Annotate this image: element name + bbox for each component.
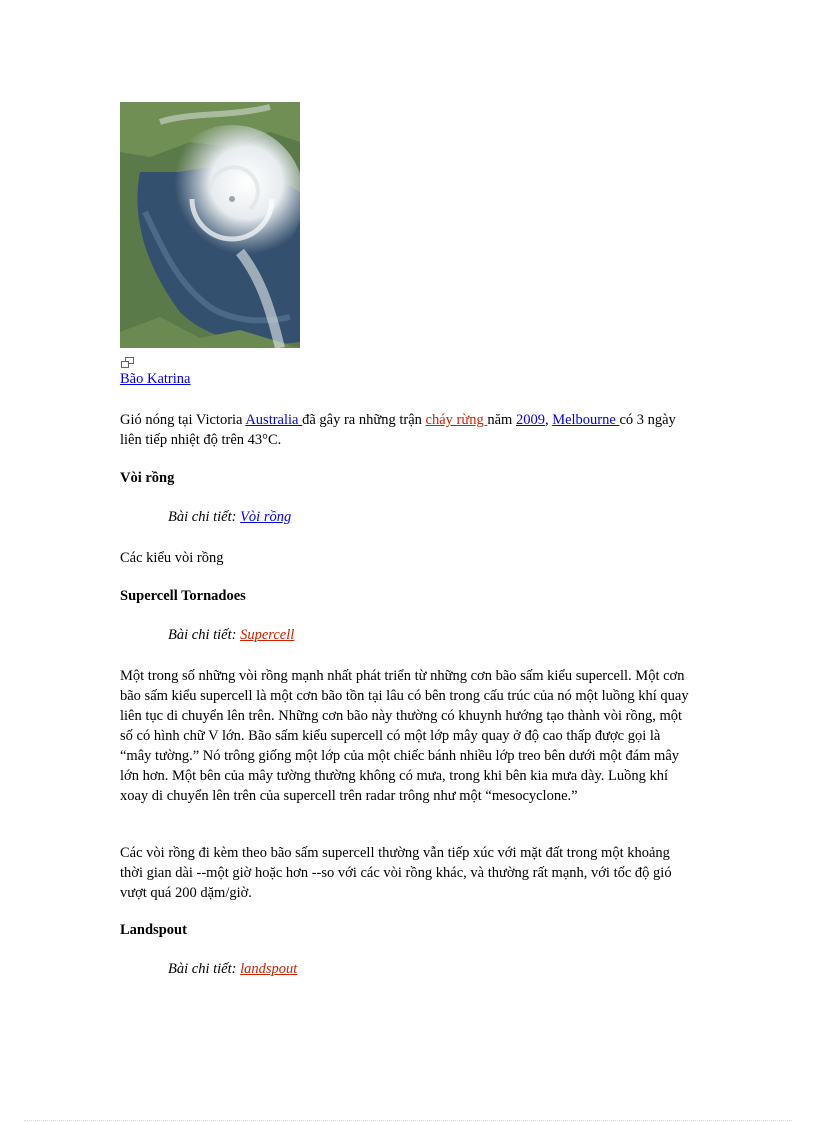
landspout-detail-link[interactable]: landspout xyxy=(240,961,298,977)
supercell-detail-link[interactable]: Supercell xyxy=(240,627,295,643)
victoria-paragraph: Gió nóng tại Victoria Australia đã gây ra những trận cháy rừng năm 2009, Melbourne có 3 ngày liên tiếp nhiệt độ trên 43°C. xyxy=(120,412,676,448)
image-caption-link[interactable]: Bão Katrina xyxy=(120,371,191,387)
heading-landspout: Landspout xyxy=(120,922,187,938)
melbourne-link[interactable]: Melbourne xyxy=(552,412,620,428)
detail-voi-rong: Bài chi tiết: Vòi rồng xyxy=(168,509,292,525)
heading-voi-rong: Vòi rồng xyxy=(120,470,175,486)
satellite-image-graphic xyxy=(120,102,300,348)
heading-supercell-tornadoes: Supercell Tornadoes xyxy=(120,588,246,604)
chay-rung-link[interactable]: cháy rừng xyxy=(425,412,488,428)
voi-rong-detail-link[interactable]: Vòi rồng xyxy=(240,509,292,525)
page-bottom-divider xyxy=(24,1120,792,1121)
supercell-paragraph-2: Các vòi rồng đi kèm theo bão sấm supercell thường vẫn tiếp xúc với mặt đất trong một khoảng thời gian dài --một giờ hoặc hơn --so với các vòi rồng khác, và thường rất mạnh, với tốc độ gió vượt quá 200 dặm/giờ. xyxy=(120,845,672,901)
hurricane-katrina-image[interactable] xyxy=(120,102,300,348)
enlarge-icon[interactable] xyxy=(121,357,134,368)
detail-landspout: Bài chi tiết: landspout xyxy=(168,961,298,977)
cac-kieu-voi-rong-text: Các kiểu vòi rồng xyxy=(120,550,224,566)
year-2009-link[interactable]: 2009 xyxy=(515,412,545,428)
detail-supercell: Bài chi tiết: Supercell xyxy=(168,627,295,643)
supercell-paragraph-1: Một trong số những vòi rồng mạnh nhất phát triển từ những cơn bão sấm kiểu supercell. Một cơn bão sấm kiểu supercell là một cơn bão tồn tại lâu có bên trong cấu trúc của nó một luồng khí quay liên tục di chuyển lên trên. Những cơn bão này thường có khuynh hướng tạo thành vòi rồng, một số có hình chữ V lớn. Bão sấm kiểu supercell có một lớp mây quay ở độ cao thấp được gọi là “mây tường.” Nó trông giống một lớp của một chiếc bánh nhiều lớp treo bên dưới một đám mây lớn hơn. Một bên của mây tường thường không có mưa, trong khi bên kia mưa dày. Luồng khí xoay di chuyển lên trên của supercell trên radar trông như một “mesocyclone.” xyxy=(120,668,689,804)
australia-link[interactable]: Australia xyxy=(245,412,303,428)
